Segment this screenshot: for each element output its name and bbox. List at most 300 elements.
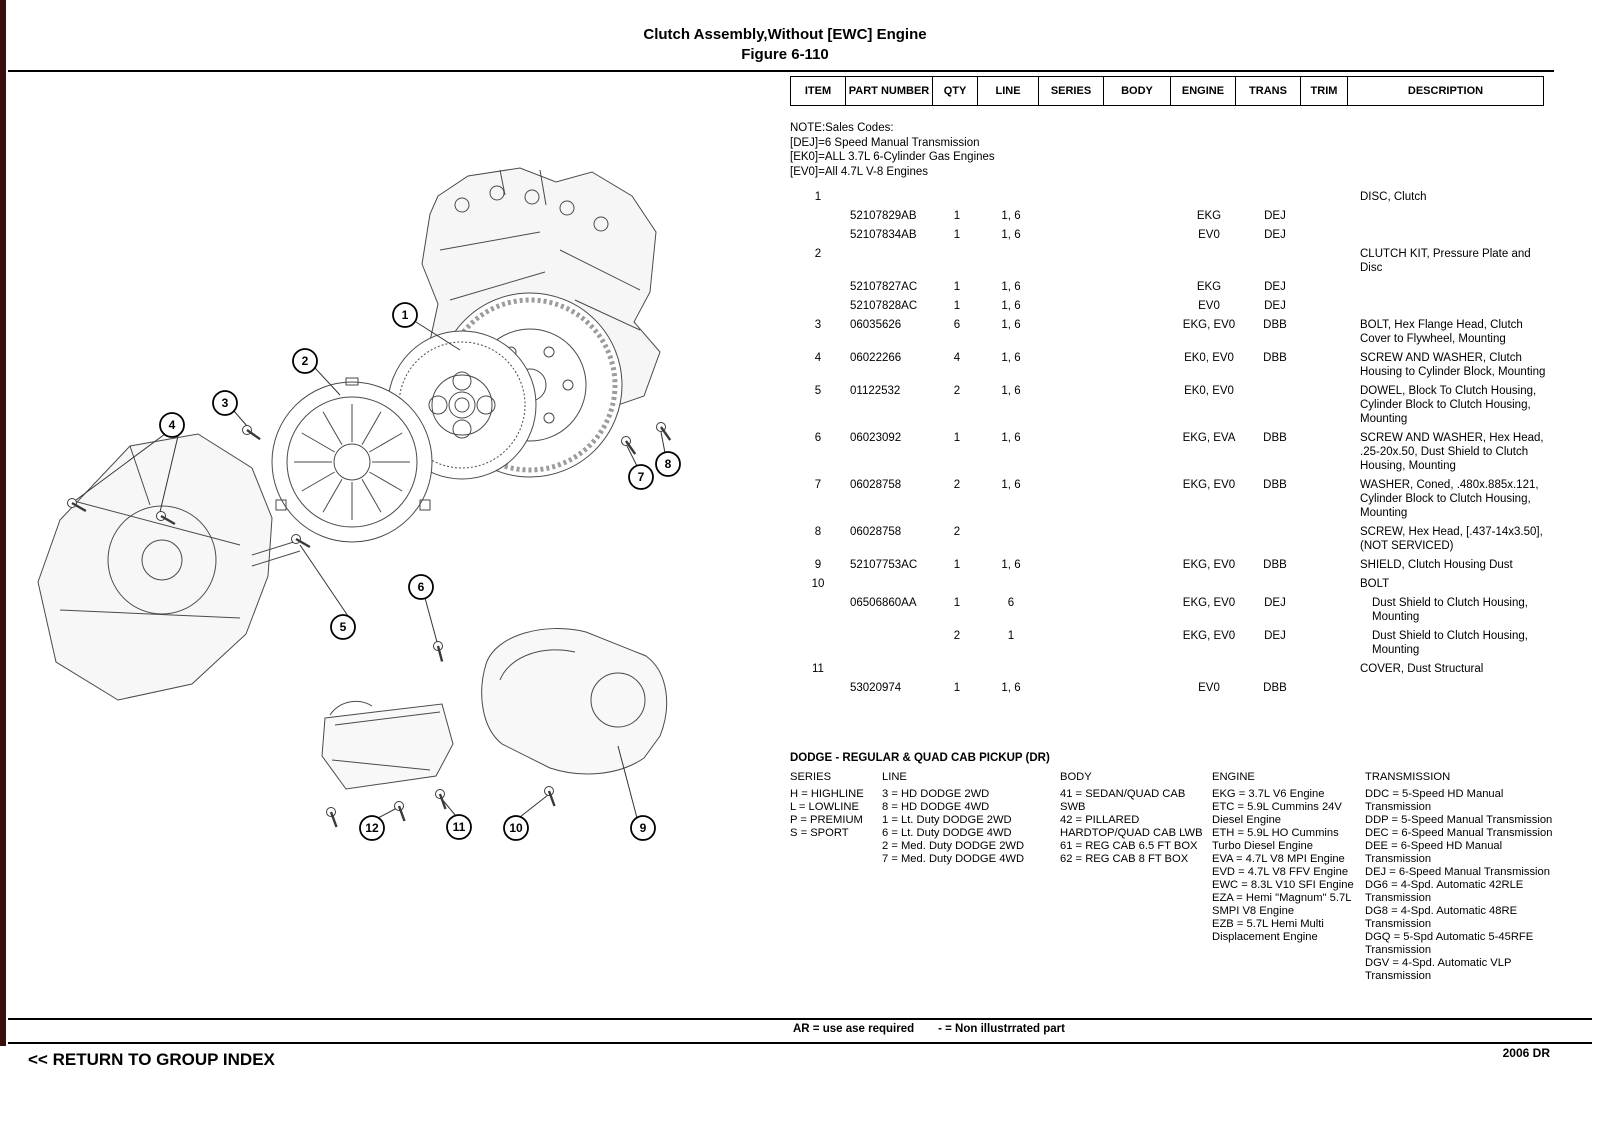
legend-entry: EKG = 3.7L V6 Engine	[1212, 788, 1325, 800]
cell-series	[1042, 629, 1108, 657]
cell-part: 52107827AC	[850, 281, 918, 293]
parts-table-header	[790, 76, 1544, 106]
callout-10	[504, 816, 528, 840]
callout-4	[160, 413, 184, 437]
legend-entry: 1 = Lt. Duty DODGE 2WD	[882, 814, 1012, 826]
cell-trans: DBB	[1263, 559, 1287, 571]
column-header-line: LINE	[977, 76, 1039, 106]
cell-body	[1108, 384, 1176, 426]
cell-desc	[1356, 299, 1553, 313]
svg-text:2: 2	[301, 354, 309, 368]
parts-row	[790, 209, 1570, 223]
cell-body	[1108, 209, 1176, 223]
cell-series	[1042, 478, 1108, 520]
cell-engine: EKG	[1196, 210, 1222, 222]
svg-text:12: 12	[365, 821, 379, 835]
cell-item: 8	[814, 526, 822, 538]
cell-qty: 1	[953, 210, 961, 222]
bolt-glyph	[434, 642, 443, 662]
callout-6	[409, 575, 433, 599]
cell-line: 1, 6	[1001, 559, 1021, 571]
cell-engine: EV0	[1198, 229, 1220, 241]
cell-item	[790, 629, 846, 657]
cell-line: 1, 6	[1001, 385, 1021, 397]
cell-trans: DEJ	[1264, 210, 1286, 222]
svg-text:5: 5	[339, 620, 347, 634]
cell-item: 5	[814, 385, 822, 397]
footer-note-dash: - = Non illustrrated part	[938, 1023, 1065, 1035]
cell-trim	[1308, 525, 1356, 553]
cell-engine: EK0, EV0	[1184, 385, 1234, 397]
cell-trim	[1308, 190, 1356, 204]
cell-trans: DEJ	[1264, 281, 1286, 293]
bolt-glyph	[395, 802, 405, 822]
cell-engine: EKG, EV0	[1182, 630, 1236, 642]
cell-qty: 6	[953, 319, 961, 331]
cell-series	[1042, 662, 1108, 676]
bolt-glyph	[327, 808, 337, 828]
cell-engine	[1176, 247, 1242, 275]
cell-body	[1108, 558, 1176, 572]
return-to-group-index-link[interactable]: << RETURN TO GROUP INDEX	[28, 1050, 275, 1069]
cell-desc: BOLT	[1360, 578, 1390, 590]
legend-entry: EVD = 4.7L V8 FFV Engine	[1212, 866, 1349, 878]
cell-desc: SCREW, Hex Head, [.437-14x3.50], (NOT SERVICED)	[1360, 526, 1543, 552]
cell-line	[980, 190, 1042, 204]
svg-text:1: 1	[401, 308, 409, 322]
cell-item: 3	[814, 319, 822, 331]
legend-col-header: LINE	[882, 771, 907, 783]
legend-entry: 6 = Lt. Duty DODGE 4WD	[882, 827, 1012, 839]
cell-engine	[1176, 190, 1242, 204]
cell-body	[1108, 247, 1176, 275]
callout-12	[360, 816, 384, 840]
cell-engine: EKG	[1196, 281, 1222, 293]
cell-qty: 1	[953, 281, 961, 293]
note-line: [EK0]=ALL 3.7L 6-Cylinder Gas Engines	[790, 151, 995, 163]
legend-entry: 42 = PILLARED HARDTOP/QUAD CAB LWB	[1060, 814, 1203, 839]
cell-trans: DBB	[1263, 352, 1287, 364]
cell-qty: 2	[953, 526, 961, 538]
cell-qty: 2	[953, 385, 961, 397]
cell-part	[846, 190, 934, 204]
cell-line	[980, 525, 1042, 553]
legend-entry: 8 = HD DODGE 4WD	[882, 801, 990, 813]
cell-qty	[934, 190, 980, 204]
parts-row	[790, 351, 1570, 379]
cell-desc	[1356, 209, 1553, 223]
cell-trim	[1308, 318, 1356, 346]
cell-qty	[934, 577, 980, 591]
legend-entry: 61 = REG CAB 6.5 FT BOX	[1060, 840, 1198, 852]
parts-row	[790, 558, 1570, 572]
parts-row	[790, 247, 1570, 275]
cell-series	[1042, 209, 1108, 223]
cell-body	[1108, 577, 1176, 591]
column-header-part: PART NUMBER	[845, 76, 933, 106]
cell-item: 6	[814, 432, 822, 444]
parts-row	[790, 478, 1570, 520]
cell-part: 52107828AC	[850, 300, 918, 312]
cell-trim	[1308, 299, 1356, 313]
cell-line: 1	[1007, 630, 1015, 642]
note-line: [EV0]=All 4.7L V-8 Engines	[790, 165, 928, 178]
cell-series	[1042, 558, 1108, 572]
cell-part: 06022266	[850, 352, 902, 364]
cell-qty: 2	[953, 630, 961, 642]
cell-item	[790, 299, 846, 313]
cell-qty	[934, 247, 980, 275]
cell-trans: DBB	[1263, 682, 1287, 694]
cell-engine: EKG, EV0	[1182, 559, 1236, 571]
cell-line: 1, 6	[1001, 479, 1021, 491]
cell-qty: 1	[953, 432, 961, 444]
cell-qty: 2	[953, 479, 961, 491]
cell-line: 1, 6	[1001, 352, 1021, 364]
cell-body	[1108, 662, 1176, 676]
parts-row	[790, 299, 1570, 313]
cell-line: 1, 6	[1001, 682, 1021, 694]
legend-entry: EWC = 8.3L V10 SFI Engine	[1212, 879, 1354, 891]
legend-col-engine	[1212, 771, 1365, 983]
cell-part: 52107834AB	[850, 229, 917, 241]
structural-cover	[322, 701, 453, 789]
cell-desc: Dust Shield to Clutch Housing, Mounting	[1372, 597, 1528, 623]
legend-entry: S = SPORT	[790, 827, 849, 839]
cell-line: 1, 6	[1001, 300, 1021, 312]
parts-row	[790, 596, 1570, 624]
legend-entry: ETC = 5.9L Cummins 24V Diesel Engine	[1212, 801, 1342, 826]
cell-engine: EV0	[1198, 682, 1220, 694]
parts-row	[790, 228, 1570, 242]
parts-row	[790, 384, 1570, 426]
legend-entry: DEJ = 6-Speed Manual Transmission	[1365, 866, 1550, 878]
column-header-trim: TRIM	[1300, 76, 1348, 106]
column-header-desc: DESCRIPTION	[1347, 76, 1544, 106]
svg-text:7: 7	[637, 470, 645, 484]
parts-row	[790, 662, 1570, 676]
cell-item: 2	[814, 248, 822, 260]
cell-part: 06028758	[850, 479, 902, 491]
legend-columns	[790, 771, 1590, 983]
cell-series	[1042, 525, 1108, 553]
footer-note-ar: AR = use ase required	[793, 1023, 915, 1035]
callout-8	[656, 452, 680, 476]
parts-row	[790, 280, 1570, 294]
sales-codes-note	[790, 121, 995, 179]
bolt-glyph	[657, 423, 671, 441]
cell-desc: SHIELD, Clutch Housing Dust	[1360, 559, 1513, 571]
cell-trans	[1242, 247, 1308, 275]
parts-row	[790, 577, 1570, 591]
cell-trans: DBB	[1263, 319, 1287, 331]
legend-col-header: TRANSMISSION	[1365, 771, 1451, 783]
cell-series	[1042, 431, 1108, 473]
legend-entry: DDC = 5-Speed HD Manual Transmission	[1365, 788, 1504, 813]
parts-table-body	[790, 190, 1570, 700]
parts-row	[790, 525, 1570, 553]
cell-trim	[1308, 629, 1356, 657]
callout-5	[331, 615, 355, 639]
cell-trim	[1308, 662, 1356, 676]
cell-trans: DEJ	[1264, 300, 1286, 312]
cell-series	[1042, 351, 1108, 379]
cell-trim	[1308, 596, 1356, 624]
cell-item	[790, 209, 846, 223]
cell-series	[1042, 190, 1108, 204]
cell-qty: 1	[953, 300, 961, 312]
cell-engine: EKG, EV0	[1182, 319, 1236, 331]
cell-body	[1108, 190, 1176, 204]
cell-desc: WASHER, Coned, .480x.885x.121, Cylinder Block to Clutch Housing, Mounting	[1360, 479, 1539, 519]
cell-line: 6	[1007, 597, 1015, 609]
cell-body	[1108, 629, 1176, 657]
cell-trans	[1242, 577, 1308, 591]
cell-item: 4	[814, 352, 822, 364]
svg-text:8: 8	[664, 457, 672, 471]
cell-line: 1, 6	[1001, 432, 1021, 444]
cell-line	[980, 577, 1042, 591]
cell-item	[790, 596, 846, 624]
cell-trim	[1308, 478, 1356, 520]
cell-qty: 1	[953, 597, 961, 609]
legend-entry: ETH = 5.9L HO Cummins Turbo Diesel Engine	[1212, 827, 1339, 852]
legend-entry: L = LOWLINE	[790, 801, 859, 813]
legend-entry: DGQ = 5-Spd Automatic 5-45RFE Transmission	[1365, 931, 1534, 956]
cell-desc	[1356, 228, 1553, 242]
cell-trim	[1308, 280, 1356, 294]
legend-entry: 7 = Med. Duty DODGE 4WD	[882, 853, 1025, 865]
cell-part: 53020974	[850, 682, 902, 694]
figure-number: Figure 6-110	[741, 46, 829, 63]
legend-col-header: SERIES	[790, 771, 832, 783]
cell-engine: EKG, EV0	[1182, 597, 1236, 609]
cell-desc	[1356, 681, 1553, 695]
cell-trim	[1308, 228, 1356, 242]
svg-text:3: 3	[221, 396, 229, 410]
cell-engine	[1176, 577, 1242, 591]
cell-engine: EKG, EV0	[1182, 479, 1236, 491]
bolt-glyph	[436, 790, 446, 810]
parts-row	[790, 318, 1570, 346]
column-header-engine: ENGINE	[1170, 76, 1236, 106]
cell-part	[846, 247, 934, 275]
cell-series	[1042, 247, 1108, 275]
cell-desc: SCREW AND WASHER, Hex Head, .25-20x.50, Dust Shield to Clutch Housing, Mounting	[1360, 432, 1544, 472]
cell-item: 1	[814, 191, 822, 203]
callout-7	[629, 465, 653, 489]
cell-qty: 1	[953, 229, 961, 241]
footer-note	[793, 1023, 1065, 1035]
legend-entry: DEE = 6-Speed HD Manual Transmission	[1365, 840, 1503, 865]
top-rule	[8, 70, 1554, 72]
cell-part	[846, 662, 934, 676]
legend-entry: DGV = 4-Spd. Automatic VLP Transmission	[1365, 957, 1512, 982]
cell-desc: DOWEL, Block To Clutch Housing, Cylinder Block to Clutch Housing, Mounting	[1360, 385, 1537, 425]
dust-shield	[482, 629, 667, 774]
cell-part: 52107753AC	[850, 559, 918, 571]
diagram-lineart	[38, 168, 670, 827]
legend-entry: 2 = Med. Duty DODGE 2WD	[882, 840, 1025, 852]
cell-part: 06035626	[850, 319, 902, 331]
catalog-year: 2006 DR	[1502, 1046, 1550, 1060]
cell-line	[980, 662, 1042, 676]
callout-9	[631, 816, 655, 840]
cell-item	[790, 681, 846, 695]
legend-entry: DG6 = 4-Spd. Automatic 42RLE Transmission	[1365, 879, 1524, 904]
column-header-body: BODY	[1103, 76, 1171, 106]
cell-qty: 1	[953, 559, 961, 571]
cell-trans	[1242, 190, 1308, 204]
cell-item	[790, 228, 846, 242]
cell-desc: BOLT, Hex Flange Head, Clutch Cover to Flywheel, Mounting	[1360, 319, 1523, 345]
legend-entry: EZB = 5.7L Hemi Multi Displacement Engine	[1212, 918, 1324, 943]
parts-row	[790, 681, 1570, 695]
callout-3	[213, 391, 237, 415]
cell-trim	[1308, 247, 1356, 275]
cell-body	[1108, 596, 1176, 624]
cell-body	[1108, 318, 1176, 346]
legend-entry: EZA = Hemi "Magnum" 5.7L SMPI V8 Engine	[1212, 892, 1352, 917]
svg-text:10: 10	[509, 821, 523, 835]
page-edge-bar	[0, 0, 6, 1046]
cell-series	[1042, 577, 1108, 591]
svg-text:4: 4	[168, 418, 176, 432]
cell-part: 06506860AA	[850, 597, 917, 609]
bolt-glyph	[622, 437, 636, 455]
cell-part	[846, 629, 934, 657]
cell-item	[790, 280, 846, 294]
figure-title: Clutch Assembly,Without [EWC] Engine	[643, 26, 927, 43]
callout-11	[447, 815, 471, 839]
column-header-item: ITEM	[790, 76, 846, 106]
cell-part: 06028758	[850, 526, 902, 538]
parts-row	[790, 190, 1570, 204]
cell-body	[1108, 681, 1176, 695]
cell-part: 01122532	[850, 385, 901, 397]
cell-desc: COVER, Dust Structural	[1360, 663, 1484, 675]
note-line: [DEJ]=6 Speed Manual Transmission	[790, 136, 980, 149]
legend-entry: 3 = HD DODGE 2WD	[882, 788, 990, 800]
cell-trim	[1308, 351, 1356, 379]
cell-desc: Dust Shield to Clutch Housing, Mounting	[1372, 630, 1528, 656]
cell-trans	[1242, 525, 1308, 553]
cell-body	[1108, 431, 1176, 473]
cell-engine: EK0, EV0	[1184, 352, 1234, 364]
cell-series	[1042, 681, 1108, 695]
cell-qty	[934, 662, 980, 676]
clutch-exploded-diagram	[10, 162, 720, 857]
parts-row	[790, 431, 1570, 473]
cell-series	[1042, 384, 1108, 426]
legend-entry: EVA = 4.7L V8 MPI Engine	[1212, 853, 1345, 865]
cell-body	[1108, 280, 1176, 294]
cell-desc: SCREW AND WASHER, Clutch Housing to Cylinder Block, Mounting	[1360, 352, 1546, 378]
cell-trans: DEJ	[1264, 229, 1286, 241]
cell-trans	[1242, 384, 1308, 426]
cell-series	[1042, 318, 1108, 346]
cell-item: 9	[814, 559, 822, 571]
cell-body	[1108, 228, 1176, 242]
column-header-trans: TRANS	[1235, 76, 1301, 106]
svg-text:11: 11	[452, 820, 466, 834]
legend-col-transmission	[1365, 771, 1570, 983]
cell-series	[1042, 228, 1108, 242]
page-title	[0, 25, 1570, 65]
legend-col-header: BODY	[1060, 771, 1092, 783]
cell-desc: DISC, Clutch	[1360, 191, 1427, 203]
legend-entry: P = PREMIUM	[790, 814, 863, 826]
cell-engine	[1176, 525, 1242, 553]
svg-text:6: 6	[417, 580, 425, 594]
cell-series	[1042, 299, 1108, 313]
cell-item: 10	[811, 578, 825, 590]
parts-row	[790, 629, 1570, 657]
cell-body	[1108, 478, 1176, 520]
legend-entry: DDP = 5-Speed Manual Transmission	[1365, 814, 1553, 826]
cell-item: 7	[814, 479, 822, 491]
column-header-qty: QTY	[932, 76, 978, 106]
legend-entry: DG8 = 4-Spd. Automatic 48RE Transmission	[1365, 905, 1518, 930]
legend-title: DODGE - REGULAR & QUAD CAB PICKUP (DR)	[790, 752, 1050, 764]
cell-engine: EV0	[1198, 300, 1220, 312]
cell-line: 1, 6	[1001, 319, 1021, 331]
codes-legend	[790, 752, 1590, 983]
cell-trans	[1242, 662, 1308, 676]
callout-1	[393, 303, 417, 327]
cell-line: 1, 6	[1001, 210, 1021, 222]
cell-trans: DEJ	[1264, 630, 1286, 642]
legend-col-body	[1060, 771, 1212, 983]
cell-line: 1, 6	[1001, 229, 1021, 241]
legend-entry: 41 = SEDAN/QUAD CAB SWB	[1060, 788, 1186, 813]
legend-col-line	[882, 771, 1060, 983]
cell-trim	[1308, 431, 1356, 473]
cell-part	[846, 577, 934, 591]
cell-trim	[1308, 209, 1356, 223]
legend-entry: DEC = 6-Speed Manual Transmission	[1365, 827, 1553, 839]
cell-desc: CLUTCH KIT, Pressure Plate and Disc	[1360, 248, 1531, 274]
cell-trim	[1308, 577, 1356, 591]
cell-part: 52107829AB	[850, 210, 917, 222]
cell-series	[1042, 280, 1108, 294]
cell-trans: DEJ	[1264, 597, 1286, 609]
legend-entry: 62 = REG CAB 8 FT BOX	[1060, 853, 1189, 865]
bolt-glyph	[292, 535, 310, 548]
cell-body	[1108, 299, 1176, 313]
cell-qty: 1	[953, 682, 961, 694]
footer-rule-top	[8, 1018, 1592, 1020]
cell-item: 11	[812, 663, 824, 675]
cell-body	[1108, 525, 1176, 553]
legend-entry: H = HIGHLINE	[790, 788, 864, 800]
cell-trans: DBB	[1263, 432, 1287, 444]
cell-engine	[1176, 662, 1242, 676]
footer-rule-bottom	[8, 1042, 1592, 1044]
legend-col-header: ENGINE	[1212, 771, 1255, 783]
cell-line: 1, 6	[1001, 281, 1021, 293]
cell-trans: DBB	[1263, 479, 1287, 491]
cell-trim	[1308, 681, 1356, 695]
cell-trim	[1308, 558, 1356, 572]
legend-col-series	[790, 771, 882, 983]
cell-part: 06023092	[850, 432, 902, 444]
svg-text:9: 9	[639, 821, 647, 835]
column-header-series: SERIES	[1038, 76, 1104, 106]
cell-line	[980, 247, 1042, 275]
cell-qty: 4	[953, 352, 961, 364]
note-line: NOTE:Sales Codes:	[790, 122, 894, 134]
